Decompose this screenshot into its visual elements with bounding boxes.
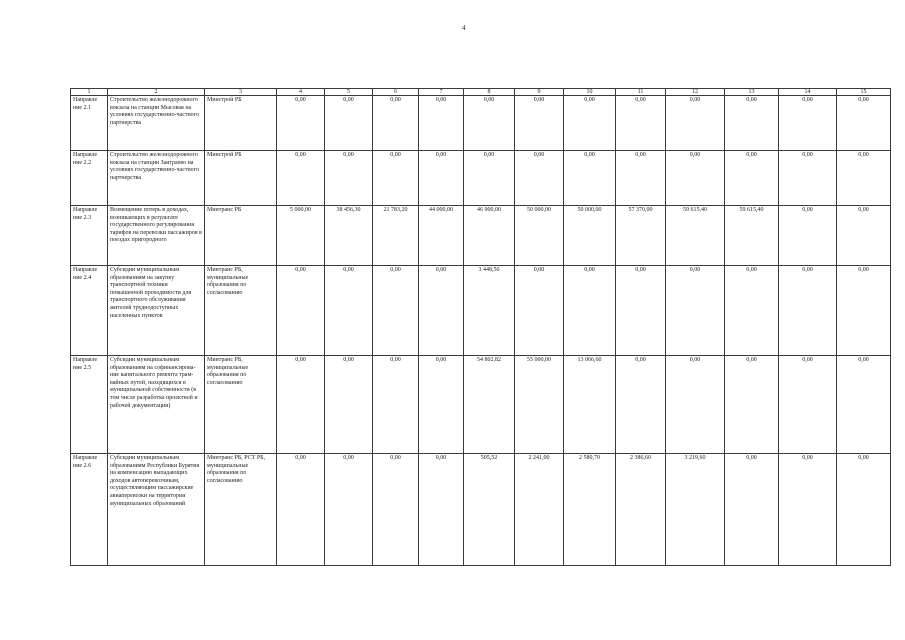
- value-cell: 0,00: [616, 266, 666, 356]
- value-cell: 0,00: [419, 454, 464, 566]
- executor-cell: Минтранс РБ, муниципальные образования по согласованию: [205, 266, 277, 356]
- table-row: [71, 151, 891, 206]
- direction-code-cell: Направле ние 2.3: [71, 206, 108, 266]
- table-row: [71, 96, 891, 151]
- value-cell: 0,00: [277, 266, 325, 356]
- column-number: 2: [108, 89, 205, 96]
- value-cell: 0,00: [779, 454, 837, 566]
- direction-code-cell: Направле ние 2.6: [71, 454, 108, 566]
- direction-code-cell: Направле ние 2.1: [71, 96, 108, 151]
- value-cell: 21 783,20: [373, 206, 419, 266]
- column-number: 3: [205, 89, 277, 96]
- value-cell: 0,00: [515, 266, 564, 356]
- column-number: 10: [564, 89, 616, 96]
- table-row: [71, 356, 891, 454]
- executor-cell: Минтранс РБ, РСТ РБ, муниципальные образования по согласованию: [205, 454, 277, 566]
- value-cell: 0,00: [564, 96, 616, 151]
- value-cell: 0,00: [837, 151, 891, 206]
- value-cell: 0,00: [325, 356, 373, 454]
- column-number: 12: [666, 89, 725, 96]
- value-cell: 2 386,60: [616, 454, 666, 566]
- executor-cell: Минтранс РБ, муниципальные образования по согласованию: [205, 356, 277, 454]
- value-cell: 0,00: [464, 151, 515, 206]
- value-cell: 0,00: [837, 266, 891, 356]
- value-cell: 0,00: [779, 266, 837, 356]
- column-number: 6: [373, 89, 419, 96]
- direction-code-cell: Направле ние 2.5: [71, 356, 108, 454]
- value-cell: 0,00: [837, 356, 891, 454]
- value-cell: 2 241,00: [515, 454, 564, 566]
- direction-code-cell: Направле ние 2.4: [71, 266, 108, 356]
- value-cell: 0,00: [837, 206, 891, 266]
- page-number: 4: [462, 24, 466, 32]
- value-cell: 0,00: [779, 96, 837, 151]
- executor-cell: Минтранс РБ: [205, 206, 277, 266]
- value-cell: 0,00: [616, 96, 666, 151]
- column-number-row: [71, 89, 891, 96]
- value-cell: 0,00: [616, 151, 666, 206]
- value-cell: 0,00: [515, 151, 564, 206]
- value-cell: 0,00: [837, 454, 891, 566]
- value-cell: 0,00: [666, 356, 725, 454]
- value-cell: 0,00: [277, 356, 325, 454]
- direction-code-cell: Направле ние 2.2: [71, 151, 108, 206]
- value-cell: 0,00: [564, 151, 616, 206]
- value-cell: 0,00: [373, 151, 419, 206]
- value-cell: 0,00: [666, 151, 725, 206]
- value-cell: 59 615,40: [725, 206, 779, 266]
- value-cell: 0,00: [515, 96, 564, 151]
- budget-table: [70, 88, 891, 566]
- value-cell: 505,52: [464, 454, 515, 566]
- value-cell: 55 000,00: [515, 356, 564, 454]
- column-number: 1: [71, 89, 108, 96]
- column-number: 9: [515, 89, 564, 96]
- value-cell: 0,00: [725, 454, 779, 566]
- value-cell: 0,00: [277, 151, 325, 206]
- value-cell: 0,00: [325, 454, 373, 566]
- executor-cell: Минстрой РБ: [205, 151, 277, 206]
- value-cell: 0,00: [666, 96, 725, 151]
- value-cell: 0,00: [779, 206, 837, 266]
- value-cell: 0,00: [419, 266, 464, 356]
- value-cell: 0,00: [373, 454, 419, 566]
- value-cell: 57 370,00: [616, 206, 666, 266]
- value-cell: 54 802,82: [464, 356, 515, 454]
- direction-name-cell: Строительство железнодорожного вокзала на станции Мысовая на условиях государственно-частного партнерства: [108, 96, 205, 151]
- direction-name-cell: Субсидии муниципальным образованиям Республики Бурятия на компенсацию выпадающих доходов автоперевозчикам, осуществляющим пассажирские авиаперевозки на территории муниципальных образований: [108, 454, 205, 566]
- value-cell: 0,00: [277, 96, 325, 151]
- value-cell: 0,00: [373, 266, 419, 356]
- value-cell: 46 900,00: [464, 206, 515, 266]
- table-body: [71, 89, 891, 566]
- column-number: 13: [725, 89, 779, 96]
- table-row: [71, 454, 891, 566]
- column-number: 8: [464, 89, 515, 96]
- value-cell: 44 000,00: [419, 206, 464, 266]
- value-cell: 3 448,50: [464, 266, 515, 356]
- executor-cell: Минстрой РБ: [205, 96, 277, 151]
- value-cell: 0,00: [373, 356, 419, 454]
- value-cell: 0,00: [419, 151, 464, 206]
- value-cell: 0,00: [564, 266, 616, 356]
- column-number: 4: [277, 89, 325, 96]
- value-cell: 0,00: [277, 454, 325, 566]
- value-cell: 59 615,40: [666, 206, 725, 266]
- column-number: 11: [616, 89, 666, 96]
- value-cell: 0,00: [464, 96, 515, 151]
- column-number: 7: [419, 89, 464, 96]
- table-row: [71, 206, 891, 266]
- value-cell: 0,00: [837, 96, 891, 151]
- value-cell: 0,00: [373, 96, 419, 151]
- value-cell: 0,00: [725, 266, 779, 356]
- value-cell: 0,00: [725, 151, 779, 206]
- value-cell: 0,00: [666, 266, 725, 356]
- value-cell: 0,00: [419, 356, 464, 454]
- value-cell: 50 000,00: [515, 206, 564, 266]
- value-cell: 0,00: [725, 356, 779, 454]
- direction-name-cell: Субсидии муниципальным образованиям на закупку транспортной техники повышенной проходимости для транспортного обслуживания жителей труднодоступных населенных пунктов: [108, 266, 205, 356]
- column-number: 14: [779, 89, 837, 96]
- table-row: [71, 266, 891, 356]
- value-cell: 13 066,60: [564, 356, 616, 454]
- value-cell: 0,00: [325, 151, 373, 206]
- value-cell: 3 219,60: [666, 454, 725, 566]
- direction-name-cell: Строительство железнодорожного вокзала на станции Заиграево на условиях государственно-частного партнерства: [108, 151, 205, 206]
- value-cell: 5 000,00: [277, 206, 325, 266]
- column-number: 15: [837, 89, 891, 96]
- value-cell: 0,00: [779, 356, 837, 454]
- direction-name-cell: Субсидии муниципальным образованиям на софинансирова-ние капитального ремонта трам-вайных путей, находящихся в муниципальной собственности (в том числе разработка проектной и рабочей документации): [108, 356, 205, 454]
- value-cell: 0,00: [325, 266, 373, 356]
- column-number: 5: [325, 89, 373, 96]
- value-cell: 38 456,30: [325, 206, 373, 266]
- value-cell: 2 580,70: [564, 454, 616, 566]
- value-cell: 0,00: [419, 96, 464, 151]
- value-cell: 0,00: [725, 96, 779, 151]
- value-cell: 0,00: [779, 151, 837, 206]
- value-cell: 0,00: [325, 96, 373, 151]
- direction-name-cell: Возмещение потерь в доходах, возникающих в результате государственного регулирования тарифов на перевозки пассажиров в поездах пригородного: [108, 206, 205, 266]
- value-cell: 50 000,00: [564, 206, 616, 266]
- value-cell: 0,00: [616, 356, 666, 454]
